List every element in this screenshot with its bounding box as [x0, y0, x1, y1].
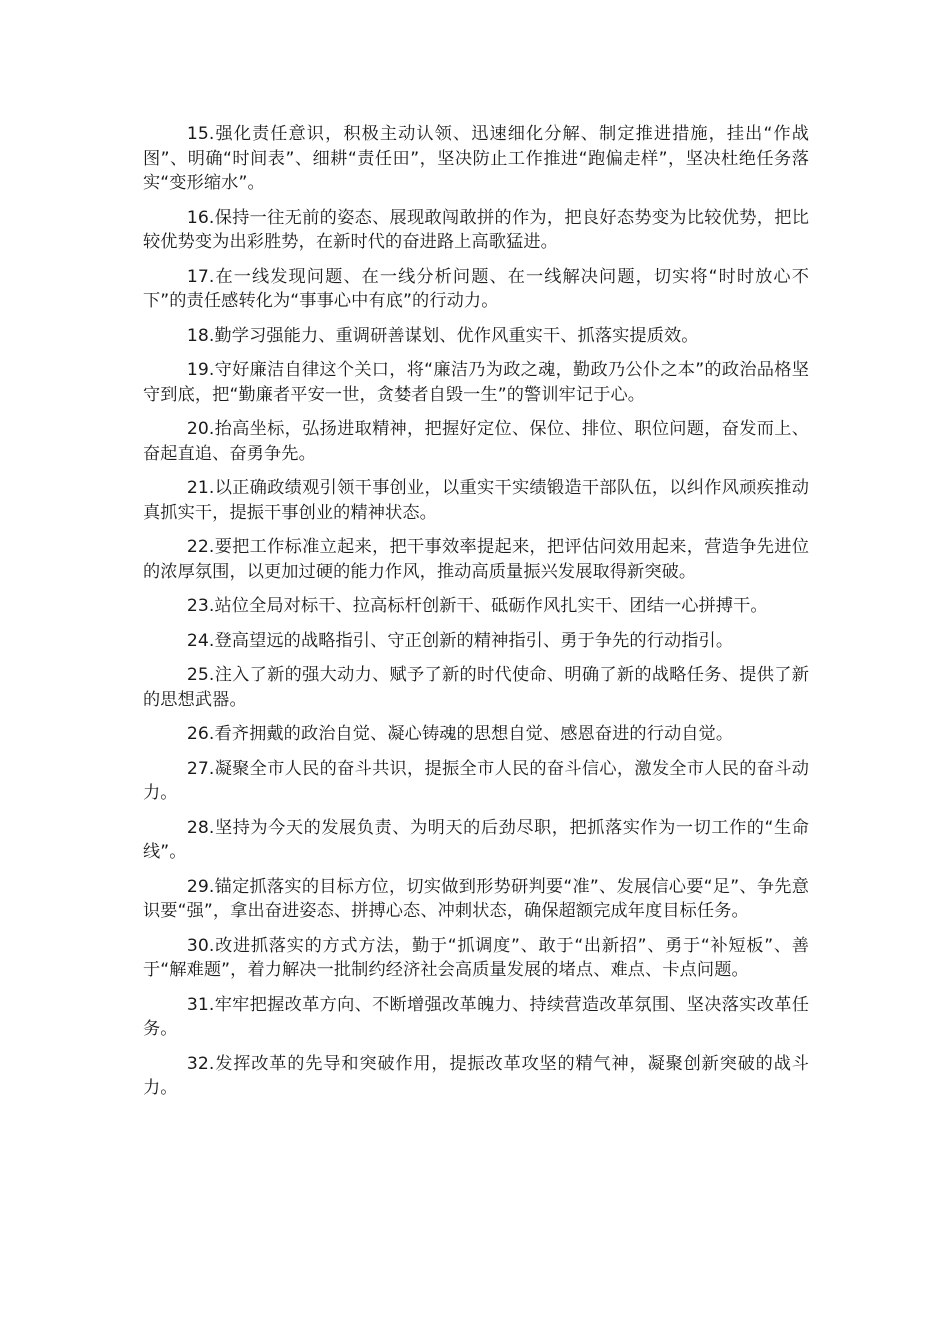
paragraph-number: 21.	[186, 478, 215, 498]
paragraph-number: 24.	[186, 630, 215, 651]
paragraph-number: 22.	[186, 537, 215, 557]
paragraph-22	[143, 535, 809, 584]
paragraph-18	[143, 324, 809, 349]
paragraph-26	[143, 722, 809, 747]
document-body	[143, 122, 809, 1111]
paragraph-text: 勤学习强能力、重调研善谋划、优作风重实干、抓落实提质效。	[214, 325, 699, 346]
paragraph-text: 注入了新的强大动力、赋予了新的时代使命、明确了新的战略任务、提供了新的思想武器。	[143, 665, 809, 710]
paragraph-number: 27.	[186, 758, 215, 779]
paragraph-text: 看齐拥戴的政治自觉、凝心铸魂的思想自觉、感恩奋进的行动自觉。	[214, 724, 734, 744]
paragraph-text: 凝聚全市人民的奋斗共识，提振全市人民的奋斗信心，激发全市人民的奋斗动力。	[143, 758, 809, 803]
paragraph-28	[143, 816, 809, 865]
paragraph-number: 28.	[186, 817, 215, 838]
paragraph-text: 站位全局对标干、拉高标杆创新干、砥砺作风扎实干、团结一心拼搏干。	[214, 596, 768, 616]
paragraph-text: 锚定抓落实的目标方位，切实做到形势研判要“准”、发展信心要“足”、争先意识要“强”，拿出奋进姿态、拼搏心态、冲刺状态，确保超额完成年度目标任务。	[143, 876, 809, 921]
paragraph-number: 20.	[186, 419, 215, 439]
paragraph-number: 25.	[186, 665, 215, 685]
paragraph-30	[143, 934, 809, 983]
paragraph-text: 坚持为今天的发展负责、为明天的后劲尽职，把抓落实作为一切工作的“生命线”。	[143, 817, 809, 862]
paragraph-27	[143, 757, 809, 806]
paragraph-number: 15.	[186, 124, 215, 144]
paragraph-24	[143, 629, 809, 654]
paragraph-number: 17.	[186, 266, 215, 287]
paragraph-23	[143, 594, 809, 619]
paragraph-text: 强化责任意识，积极主动认领、迅速细化分解、制定推进措施，挂出“作战图”、明确“时间表”、细耕“责任田”，坚决防止工作推进“跑偏走样”，坚决杜绝任务落实“变形缩水”。	[143, 124, 809, 193]
paragraph-text: 牢牢把握改革方向、不断增强改革魄力、持续营造改革氛围、坚决落实改革任务。	[143, 994, 809, 1039]
paragraph-text: 保持一往无前的姿态、展现敢闯敢拼的作为，把良好态势变为比较优势，把比较优势变为出彩胜势，在新时代的奋进路上高歌猛进。	[143, 207, 809, 252]
paragraph-20	[143, 417, 809, 466]
paragraph-19	[143, 358, 809, 407]
paragraph-number: 26.	[186, 724, 215, 744]
paragraph-number: 18.	[186, 325, 215, 346]
paragraph-number: 32.	[186, 1053, 215, 1074]
paragraph-number: 19.	[186, 360, 215, 380]
paragraph-29	[143, 875, 809, 924]
paragraph-text: 登高望远的战略指引、守正创新的精神指引、勇于争先的行动指引。	[214, 630, 734, 651]
paragraph-number: 23.	[186, 596, 215, 616]
paragraph-number: 31.	[186, 994, 215, 1015]
paragraph-32	[143, 1052, 809, 1101]
paragraph-text: 抬高坐标，弘扬进取精神，把握好定位、保位、排位、职位问题，奋发而上、奋起直追、奋勇争先。	[143, 419, 809, 464]
paragraph-25	[143, 663, 809, 712]
paragraph-17	[143, 265, 809, 314]
paragraph-number: 29.	[186, 876, 215, 897]
paragraph-text: 守好廉洁自律这个关口，将“廉洁乃为政之魂，勤政乃公仆之本”的政治品格坚守到底，把“勤廉者平安一世，贪婪者自毁一生”的警训牢记于心。	[143, 360, 809, 405]
paragraph-number: 16.	[186, 207, 215, 228]
paragraph-text: 要把工作标准立起来，把干事效率提起来，把评估问效用起来，营造争先进位的浓厚氛围，以更加过硬的能力作风，推动高质量振兴发展取得新突破。	[143, 537, 809, 582]
paragraph-16	[143, 206, 809, 255]
paragraph-text: 发挥改革的先导和突破作用，提振改革攻坚的精气神，凝聚创新突破的战斗力。	[143, 1053, 809, 1098]
paragraph-31	[143, 993, 809, 1042]
paragraph-15	[143, 122, 809, 196]
paragraph-text: 改进抓落实的方式方法，勤于“抓调度”、敢于“出新招”、勇于“补短板”、善于“解难题”，着力解决一批制约经济社会高质量发展的堵点、难点、卡点问题。	[143, 935, 809, 980]
paragraph-text: 以正确政绩观引领干事创业，以重实干实绩锻造干部队伍，以纠作风顽疾推动真抓实干，提振干事创业的精神状态。	[143, 478, 809, 523]
paragraph-number: 30.	[186, 935, 215, 956]
paragraph-21	[143, 476, 809, 525]
paragraph-text: 在一线发现问题、在一线分析问题、在一线解决问题，切实将“时时放心不下”的责任感转化为“事事心中有底”的行动力。	[143, 266, 809, 311]
